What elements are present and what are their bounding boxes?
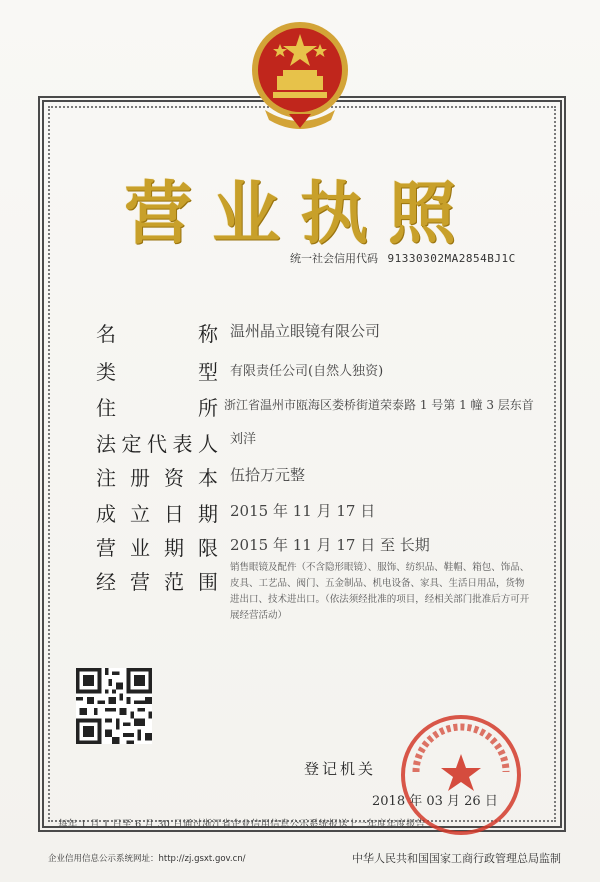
field-value-type: 有限责任公司(自然人独资) <box>230 364 384 379</box>
national-emblem-icon <box>245 14 355 134</box>
field-value-term: 2015 年 11 月 17 日 至 长期 <box>230 536 430 554</box>
annual-report-notice: 每年 1 月 1 日至 6 月 30 日通过浙江省企业信用信息公示系统报送上一年度年度报告 <box>58 819 426 830</box>
license-title: 营业执照 <box>123 175 476 254</box>
footer-website[interactable]: 企业信用信息公示系统网址：http://zj.gsxt.gov.cn/ <box>48 854 246 864</box>
field-value-scope: 销售眼镜及配件（不含隐形眼镜）、服饰、纺织品、鞋帽、箱包、饰品、皮具、工艺品、阀门、五金制品、机电设备、家具、生活日用品，货物进出口、技术进出口。（依法须经批准的项目，经相关部门批准后方可开展经营活动） <box>230 562 530 621</box>
footer-issuer: 中华人民共和国国家工商行政管理总局监制 <box>352 852 561 865</box>
credit-code-value: 91330302MA2854BJ1C <box>387 252 516 265</box>
registry-authority-label: 登记机关 <box>304 760 377 778</box>
field-label-legal-rep: 法 定 代 表 人 <box>96 432 218 456</box>
field-label-type: 类 型 <box>96 360 218 384</box>
field-label-term: 营 业 期 限 <box>96 536 218 560</box>
field-value-legal-rep: 刘洋 <box>230 432 257 447</box>
credit-code-line <box>290 250 516 266</box>
qr-code-icon[interactable] <box>76 668 152 744</box>
field-label-address: 住 所 <box>96 396 218 420</box>
credit-code-label: 统一社会信用代码 <box>290 252 378 265</box>
registry-date: 2018 年 03 月 26 日 <box>372 794 498 809</box>
field-label-established: 成 立 日 期 <box>96 502 218 526</box>
field-label-capital: 注 册 资 本 <box>96 466 218 490</box>
field-value-name: 温州晶立眼镜有限公司 <box>230 322 381 340</box>
field-label-scope: 经 营 范 围 <box>96 570 218 594</box>
field-value-capital: 伍拾万元整 <box>230 466 306 484</box>
field-label-name: 名 称 <box>96 322 218 346</box>
field-value-address: 浙江省温州市瓯海区娄桥街道荣泰路 1 号第 1 幢 3 层东首 <box>224 398 534 412</box>
field-value-established: 2015 年 11 月 17 日 <box>230 502 376 520</box>
